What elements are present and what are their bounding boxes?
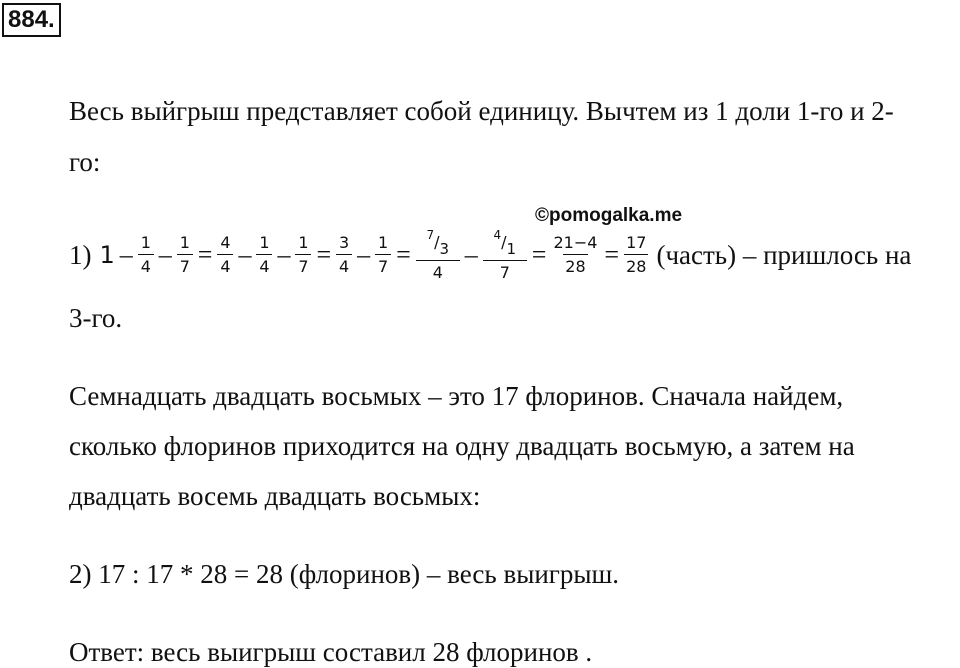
fraction-9: $\frac{^4/_1}{7}$ xyxy=(483,228,527,282)
step1-tail: (часть) – пришлось на xyxy=(656,239,912,270)
op-equals: = xyxy=(197,240,213,269)
step1-line-2: 3-го. xyxy=(69,303,123,333)
fraction-2: $\frac{1}{7}$ xyxy=(177,234,193,276)
fraction-1: $\frac{1}{4}$ xyxy=(138,234,154,276)
op-equals: = xyxy=(531,240,547,269)
op-minus: – xyxy=(238,240,252,269)
step1-label: 1) xyxy=(69,239,92,270)
op-equals: = xyxy=(396,240,411,269)
fraction-8: $\frac{^7/_3}{4}$ xyxy=(416,228,460,282)
step1-formula xyxy=(69,220,911,290)
fraction-11: $\frac{17}{28}$ xyxy=(626,233,647,276)
para2-line-3: двадцать восемь двадцать восьмых: xyxy=(69,481,481,511)
watermark: ©pomogalka.me xyxy=(535,205,683,226)
op-minus: – xyxy=(357,240,371,269)
op-minus: – xyxy=(464,240,478,269)
fraction-3: $\frac{4}{4}$ xyxy=(217,234,233,276)
fraction-6: $\frac{3}{4}$ xyxy=(336,234,352,276)
problem-number: 884. xyxy=(2,3,61,37)
answer-line: Ответ: весь выигрыш составил 28 флоринов . xyxy=(69,637,593,667)
op-equals: = xyxy=(316,240,332,269)
formula-one: 1 xyxy=(99,241,115,269)
fraction-4: $\frac{1}{4}$ xyxy=(256,234,272,276)
op-minus: – xyxy=(119,240,133,269)
op-minus: – xyxy=(158,240,172,269)
intro-line-2: го: xyxy=(69,147,101,177)
fraction-7: $\frac{1}{7}$ xyxy=(375,234,391,276)
fraction-5: $\frac{1}{7}$ xyxy=(295,234,311,276)
intro-line-1: Весь выйгрыш представляет собой единицу. Вычтем из 1 доли 1-го и 2- xyxy=(69,96,894,126)
op-equals: = xyxy=(604,240,620,269)
op-minus: – xyxy=(277,240,291,269)
para2-line-2: сколько флоринов приходится на одну двадцать восьмую, а затем на xyxy=(69,431,855,461)
fraction-10: $\frac{21-4}{28}$ xyxy=(553,233,598,276)
para2-line-1: Семнадцать двадцать восьмых – это 17 флоринов. Сначала найдем, xyxy=(69,381,844,411)
step2-line: 2) 17 : 17 * 28 = 28 (флоринов) – весь выигрыш. xyxy=(69,559,620,589)
